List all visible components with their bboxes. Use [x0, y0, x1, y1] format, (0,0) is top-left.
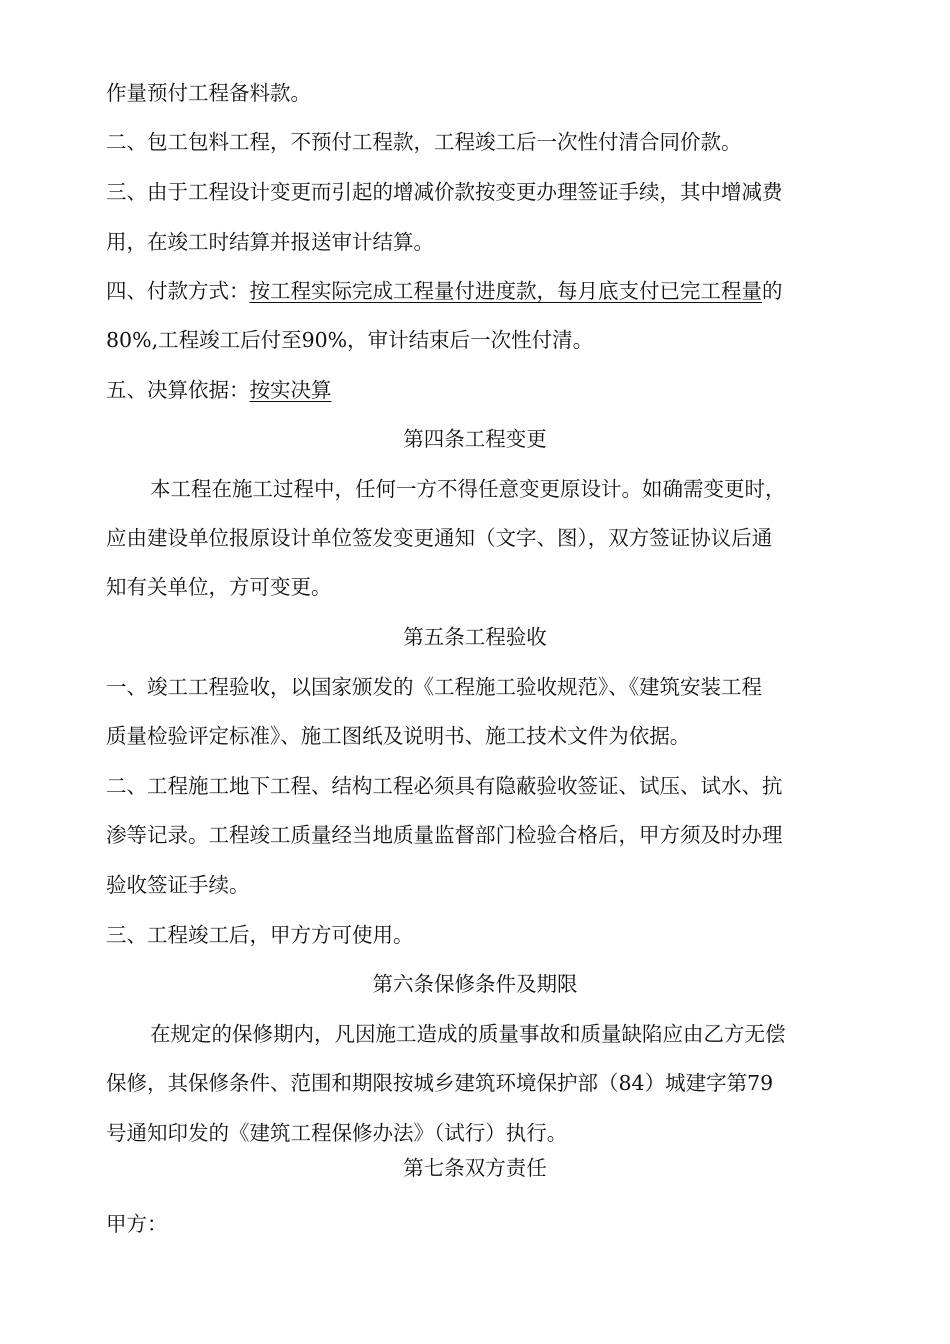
section-5-item2-line2: 渗等记录。工程竣工质量经当地质量监督部门检验合格后，甲方须及时办理 — [106, 823, 783, 847]
section-4-line1: 本工程在施工过程中，任何一方不得任意变更原设计。如确需变更时， — [150, 477, 786, 501]
payment-clause-4-line1 — [106, 276, 846, 306]
section-4-line3: 知有关单位，方可变更。 — [106, 575, 332, 599]
payment-method-label: 四、付款方式： — [106, 279, 250, 303]
section-6-line1: 在规定的保修期内，凡因施工造成的质量事故和质量缺陷应由乙方无偿 — [150, 1022, 786, 1046]
settlement-basis-label: 五、决算依据： — [106, 378, 250, 402]
section-6-heading: 第六条保修条件及期限 — [372, 972, 578, 996]
payment-clause-3-line1: 三、由于工程设计变更而引起的增减价款按变更办理签证手续，其中增减费 — [106, 180, 783, 204]
payment-method-tail: 的 — [762, 279, 783, 303]
section-4-heading: 第四条工程变更 — [403, 427, 547, 451]
settlement-basis-value: 按实决算 — [249, 378, 332, 402]
payment-method-underlined: 按工程实际完成工程量付进度款，每月底支付已完工程量 — [249, 279, 762, 303]
section-6-line2: 保修，其保修条件、范围和期限按城乡建筑环境保护部（84）城建字第79 — [106, 1071, 774, 1095]
payment-clause-2: 二、包工包料工程，不预付工程款，工程竣工后一次性付清合同价款。 — [106, 130, 742, 154]
payment-clause-3-line2: 用，在竣工时结算并报送审计结算。 — [106, 230, 434, 254]
section-5-item2-line3: 验收签证手续。 — [106, 873, 250, 897]
section-5-item2-line1: 二、工程施工地下工程、结构工程必须具有隐蔽验收签证、试压、试水、抗 — [106, 774, 783, 798]
payment-clause-4-line2: 80%,工程竣工后付至90%，审计结束后一次性付清。 — [106, 328, 594, 352]
section-5-item1-line1: 一、竣工工程验收，以国家颁发的《工程施工验收规范》、《建筑安装工程 — [106, 675, 762, 699]
section-5-heading: 第五条工程验收 — [403, 625, 547, 649]
section-5-item1-line2: 质量检验评定标准》、施工图纸及说明书、施工技术文件为依据。 — [106, 724, 691, 748]
party-a-label: 甲方： — [106, 1212, 168, 1236]
paragraph-line: 作量预付工程备料款。 — [106, 81, 311, 105]
section-6-line3: 号通知印发的《建筑工程保修办法》（试行）执行。 — [106, 1121, 568, 1145]
section-5-item3-line1: 三、工程竣工后，甲方方可使用。 — [106, 923, 414, 947]
settlement-basis-line — [106, 375, 846, 405]
section-7-heading: 第七条双方责任 — [403, 1156, 547, 1180]
section-4-line2: 应由建设单位报原设计单位签发变更通知（文字、图），双方签证协议后通 — [106, 526, 773, 550]
